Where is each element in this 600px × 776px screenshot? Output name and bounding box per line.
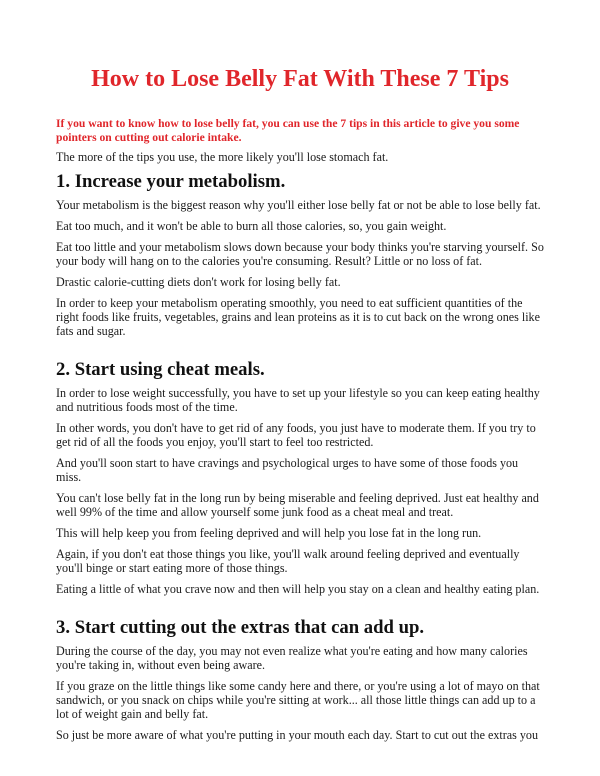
section-cheat-meals [56, 359, 544, 596]
page-title: How to Lose Belly Fat With These 7 Tips [91, 66, 509, 92]
section-heading: 2. Start using cheat meals. [56, 359, 265, 380]
section-cut-extras [56, 617, 544, 742]
paragraph: In order to lose weight successfully, you have to set up your lifestyle so you can keep eating healthy and nutritious foods most of the time. [56, 386, 540, 414]
paragraph: Eating a little of what you crave now and then will help you stay on a clean and healthy eating plan. [56, 582, 540, 596]
paragraph: In order to keep your metabolism operating smoothly, you need to eat sufficient quantities of the right foods like fruits, vegetables, grains and lean proteins as it is to cut back on the wrong ones like fats and sugar. [56, 296, 540, 338]
paragraph: In other words, you don't have to get rid of any foods, you just have to moderate them. If you try to get rid of all the foods you enjoy, you'll start to feel too restricted. [56, 421, 536, 449]
intro-paragraph: If you want to know how to lose belly fat, you can use the 7 tips in this article to give you some pointers on cutting out calorie intake. [56, 117, 520, 144]
paragraph: Drastic calorie-cutting diets don't work for losing belly fat. [56, 275, 341, 289]
paragraph: And you'll soon start to have cravings and psychological urges to have some of those foods you miss. [56, 456, 519, 484]
section-heading: 1. Increase your metabolism. [56, 171, 286, 192]
paragraph: During the course of the day, you may not even realize what you're eating and how many calories you're taking in, without even being aware. [56, 644, 528, 672]
section-heading: 3. Start cutting out the extras that can add up. [56, 617, 425, 638]
paragraph: Eat too little and your metabolism slows down because your body thinks you're starving yourself. So your body will hang on to the calories you're consuming. Result? Little or no loss of fat. [56, 240, 544, 268]
paragraph: Again, if you don't eat those things you like, you'll walk around feeling deprived and eventually you'll binge or start eating more of those things. [56, 547, 520, 575]
paragraph: Your metabolism is the biggest reason why you'll either lose belly fat or not be able to lose belly fat. [56, 198, 541, 212]
paragraph: So just be more aware of what you're putting in your mouth each day. Start to cut out the extras you [56, 728, 539, 742]
paragraph: If you graze on the little things like some candy here and there, or you're using a lot of mayo on that sandwich, or you snack on chips while you're sitting at work... all those little things can add up to a lot of weight gain and belly fat. [56, 679, 540, 721]
paragraph: You can't lose belly fat in the long run by being miserable and feeling deprived. Just eat healthy and well 99% of the time and allow yourself some junk food as a cheat meal and treat. [56, 491, 539, 519]
paragraph: Eat too much, and it won't be able to burn all those calories, so, you gain weight. [56, 219, 447, 233]
lead-paragraph: The more of the tips you use, the more likely you'll lose stomach fat. [56, 150, 389, 164]
section-increase-metabolism [56, 171, 544, 338]
paragraph: This will help keep you from feeling deprived and will help you lose fat in the long run. [56, 526, 482, 540]
